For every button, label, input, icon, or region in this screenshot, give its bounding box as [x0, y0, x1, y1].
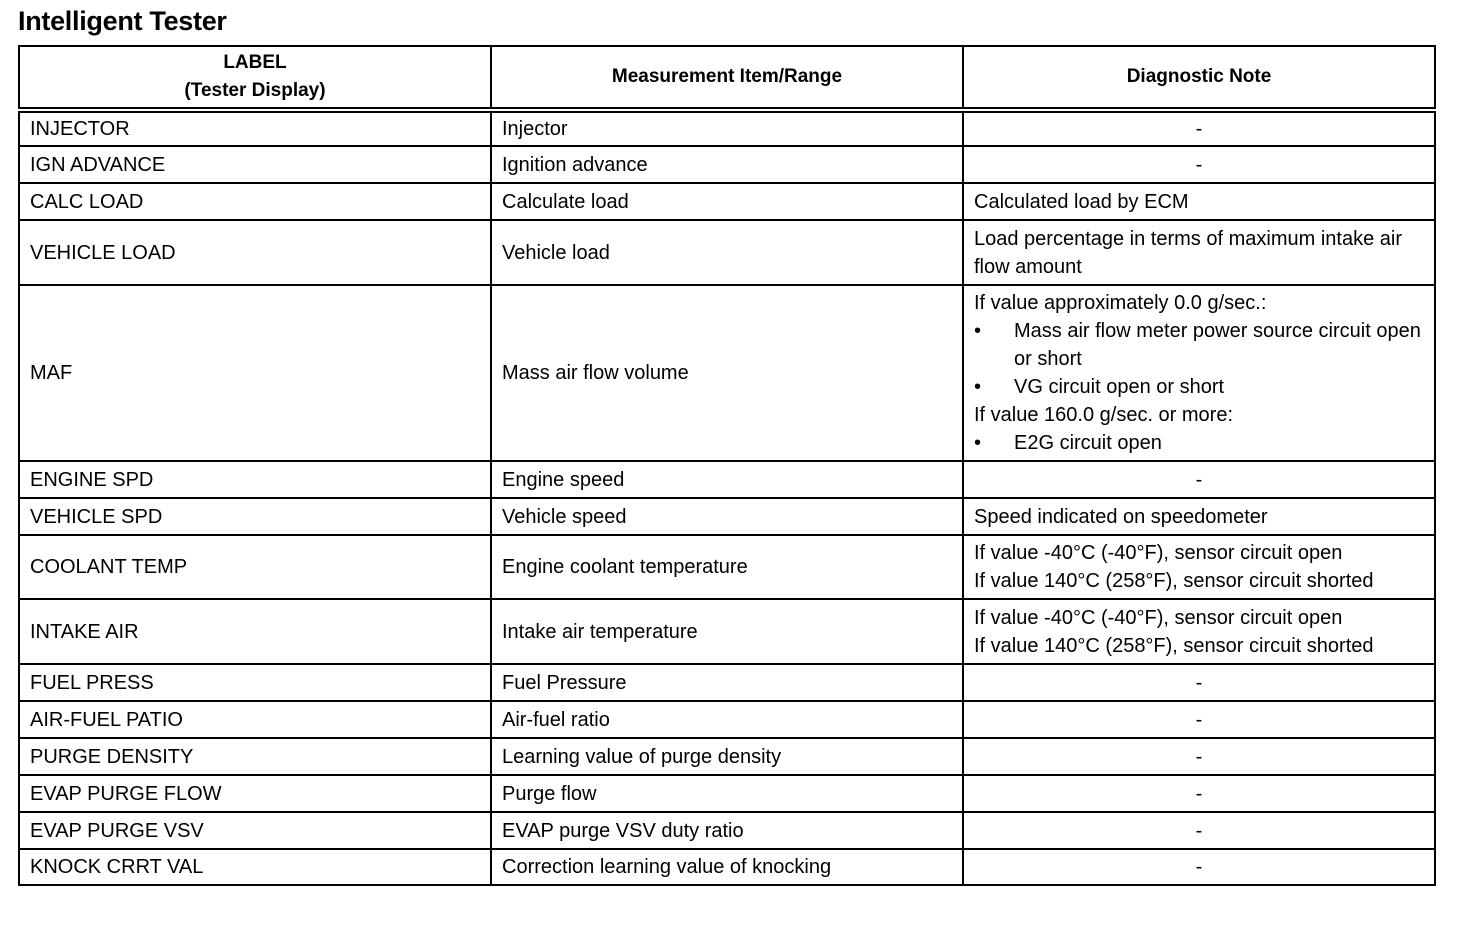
- table-row: [19, 775, 1435, 812]
- table-row: [19, 183, 1435, 220]
- note-line: Load percentage in terms of maximum intake air flow amount: [974, 227, 1402, 278]
- diagnostic-note-cell: [963, 183, 1435, 220]
- label-cell: COOLANT TEMP: [19, 535, 491, 599]
- diagnostic-note-cell: [963, 220, 1435, 285]
- header-label: [19, 46, 491, 110]
- table-row: [19, 110, 1435, 146]
- diagnostic-note-cell: [963, 146, 1435, 183]
- diagnostic-note-cell: [963, 849, 1435, 885]
- table-row: [19, 498, 1435, 535]
- diagnostic-note-cell: [963, 498, 1435, 535]
- note-bullet-item: • VG circuit open or short: [974, 373, 1424, 401]
- note-line: -: [1195, 856, 1203, 878]
- measurement-cell: Purge flow: [491, 775, 963, 812]
- label-cell: ENGINE SPD: [19, 461, 491, 498]
- table-row: [19, 461, 1435, 498]
- label-cell: MAF: [19, 285, 491, 461]
- table-row: [19, 285, 1435, 461]
- diagnostic-note-cell: [963, 599, 1435, 664]
- measurement-cell: Calculate load: [491, 183, 963, 220]
- measurement-cell: Intake air temperature: [491, 599, 963, 664]
- diagnostic-note-cell: [963, 535, 1435, 599]
- measurement-cell: Injector: [491, 110, 963, 146]
- diagnostic-note-cell: [963, 285, 1435, 461]
- measurement-cell: Vehicle speed: [491, 498, 963, 535]
- diagnostic-note-cell: [963, 701, 1435, 738]
- note-line: If value approximately 0.0 g/sec.:: [974, 292, 1267, 314]
- note-line: -: [1195, 118, 1203, 140]
- table-row: [19, 220, 1435, 285]
- measurement-cell: Correction learning value of knocking: [491, 849, 963, 885]
- label-cell: IGN ADVANCE: [19, 146, 491, 183]
- measurement-cell: Engine coolant temperature: [491, 535, 963, 599]
- label-cell: INTAKE AIR: [19, 599, 491, 664]
- label-cell: AIR-FUEL PATIO: [19, 701, 491, 738]
- note-line: -: [1195, 468, 1203, 491]
- label-cell: INJECTOR: [19, 110, 491, 146]
- page-title: Intelligent Tester: [18, 6, 227, 36]
- label-cell: CALC LOAD: [19, 183, 491, 220]
- diagnostic-note-cell: [963, 461, 1435, 498]
- table-row: [19, 849, 1435, 885]
- label-cell: PURGE DENSITY: [19, 738, 491, 775]
- header-label-line2: (Tester Display): [184, 80, 326, 101]
- table-row: [19, 664, 1435, 701]
- label-cell: VEHICLE LOAD: [19, 220, 491, 285]
- measurement-cell: Air-fuel ratio: [491, 701, 963, 738]
- note-line: Speed indicated on speedometer: [974, 505, 1268, 528]
- note-line: Calculated load by ECM: [974, 190, 1189, 213]
- diagnostic-note-cell: [963, 775, 1435, 812]
- diagnostic-note-cell: [963, 812, 1435, 849]
- measurement-cell: Learning value of purge density: [491, 738, 963, 775]
- measurement-cell: EVAP purge VSV duty ratio: [491, 812, 963, 849]
- note-line: -: [1195, 708, 1203, 731]
- note-line: If value 160.0 g/sec. or more:: [974, 404, 1234, 426]
- note-line: If value -40°C (-40°F), sensor circuit open: [974, 542, 1343, 564]
- note-bullet-item: • Mass air flow meter power source circuit open or short: [974, 317, 1424, 373]
- note-line: -: [1195, 745, 1203, 768]
- table-row: [19, 701, 1435, 738]
- label-cell: EVAP PURGE FLOW: [19, 775, 491, 812]
- table-row: [19, 599, 1435, 664]
- note-bullet-item: • E2G circuit open: [974, 429, 1424, 457]
- diagnostic-note-cell: [963, 664, 1435, 701]
- note-line: If value -40°C (-40°F), sensor circuit open: [974, 606, 1343, 629]
- diagnostic-note-cell: [963, 738, 1435, 775]
- measurement-cell: Engine speed: [491, 461, 963, 498]
- table-row: [19, 812, 1435, 849]
- header-row: [19, 46, 1435, 110]
- header-label-line1: LABEL: [223, 52, 287, 73]
- header-measurement: Measurement Item/Range: [491, 46, 963, 110]
- note-line: If value 140°C (258°F), sensor circuit shorted: [974, 634, 1374, 657]
- note-line: -: [1195, 819, 1203, 842]
- diagnostic-note-cell: [963, 110, 1435, 146]
- label-cell: VEHICLE SPD: [19, 498, 491, 535]
- table-row: [19, 535, 1435, 599]
- header-diagnostic-note: Diagnostic Note: [963, 46, 1435, 110]
- note-line: -: [1195, 153, 1203, 176]
- measurement-cell: Vehicle load: [491, 220, 963, 285]
- note-line: If value 140°C (258°F), sensor circuit shorted: [974, 570, 1374, 592]
- table-row: [19, 738, 1435, 775]
- note-line: -: [1195, 671, 1203, 694]
- label-cell: EVAP PURGE VSV: [19, 812, 491, 849]
- data-table: [18, 45, 1436, 886]
- table-row: [19, 146, 1435, 183]
- note-line: -: [1195, 782, 1203, 805]
- label-cell: KNOCK CRRT VAL: [19, 849, 491, 885]
- measurement-cell: Mass air flow volume: [491, 285, 963, 461]
- measurement-cell: Fuel Pressure: [491, 664, 963, 701]
- label-cell: FUEL PRESS: [19, 664, 491, 701]
- measurement-cell: Ignition advance: [491, 146, 963, 183]
